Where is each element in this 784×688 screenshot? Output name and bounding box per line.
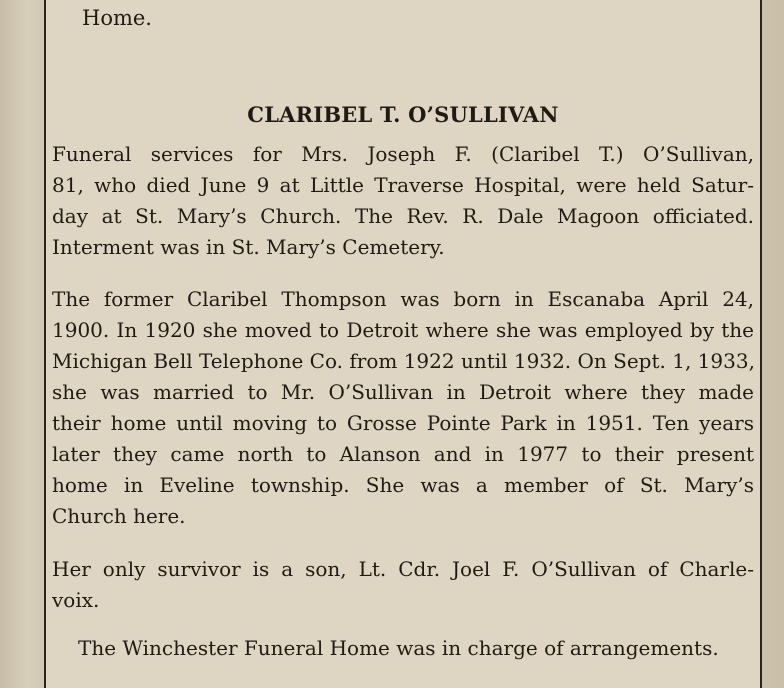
- paragraph-3-line-1: Her only survivor is a son, Lt. Cdr. Joel F. O’Sullivan of Charle-: [52, 557, 754, 581]
- paragraph-1-line-1: Funeral services for Mrs. Joseph F. (Claribel T.) O’Sullivan,: [52, 142, 754, 166]
- left-column-edge: [0, 0, 46, 688]
- paragraph-2-line-8: Church here.: [52, 504, 186, 528]
- article-column: [52, 0, 754, 688]
- paragraph-1-line-3: day at St. Mary’s Church. The Rev. R. Dale Magoon officiated.: [52, 204, 754, 228]
- right-column-edge: [760, 0, 784, 688]
- paragraph-2-line-1: The former Claribel Thompson was born in Escanaba April 24,: [52, 287, 754, 311]
- previous-article-ending: Home.: [82, 6, 152, 30]
- paragraph-2-line-6: later they came north to Alanson and in 1977 to their present: [52, 442, 754, 466]
- right-column-rule: [760, 0, 762, 688]
- paragraph-3-line-2: voix.: [52, 588, 100, 612]
- paragraph-2-line-2: 1900. In 1920 she moved to Detroit where she was employed by the: [52, 318, 754, 342]
- paragraph-2-line-4: she was married to Mr. O’Sullivan in Detroit where they made: [52, 380, 754, 404]
- article-headline: CLARIBEL T. O’SULLIVAN: [247, 102, 559, 127]
- paragraph-1-line-4: Interment was in St. Mary’s Cemetery.: [52, 235, 445, 259]
- paragraph-2-line-3: Michigan Bell Telephone Co. from 1922 until 1932. On Sept. 1, 1933,: [52, 349, 755, 373]
- paragraph-4-line-1: The Winchester Funeral Home was in charge of arrangements.: [78, 636, 719, 660]
- paragraph-2-line-7: home in Eveline township. She was a member of St. Mary’s: [52, 473, 754, 497]
- left-column-rule: [44, 0, 46, 688]
- paragraph-1-line-2: 81, who died June 9 at Little Traverse Hospital, were held Satur-: [52, 173, 754, 197]
- paragraph-2-line-5: their home until moving to Grosse Pointe Park in 1951. Ten years: [52, 411, 754, 435]
